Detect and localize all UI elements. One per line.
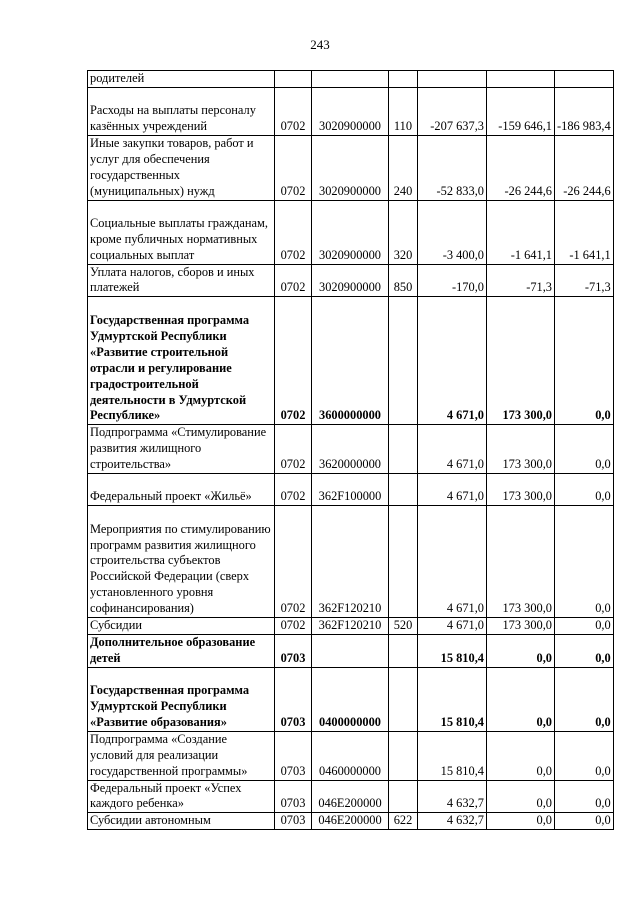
section-code: 0702 (275, 425, 312, 474)
section-code: 0703 (275, 813, 312, 830)
section-code: 0703 (275, 667, 312, 731)
target-article: 0460000000 (312, 731, 389, 780)
expense-type: 850 (389, 264, 418, 297)
table-row (88, 618, 614, 635)
target-article: 362F120210 (312, 618, 389, 635)
amount-year-3: -71,3 (555, 264, 614, 297)
expense-type (389, 425, 418, 474)
expense-type: 320 (389, 200, 418, 264)
section-code: 0702 (275, 474, 312, 506)
amount-year-3: 0,0 (555, 634, 614, 667)
target-article: 3020900000 (312, 264, 389, 297)
table-row (88, 425, 614, 474)
row-name: Субсидии (88, 618, 275, 635)
row-name: Уплата налогов, сборов и иных платежей (88, 264, 275, 297)
section-code: 0702 (275, 87, 312, 135)
table-row (88, 474, 614, 506)
row-name: Подпрограмма «Стимулирование развития жилищного строительства» (88, 425, 275, 474)
row-name: Федеральный проект «Жильё» (88, 474, 275, 506)
budget-table (87, 70, 614, 830)
row-name: Государственная программа Удмуртской Республики «Развитие образования» (88, 667, 275, 731)
row-name: Мероприятия по стимулированию программ развития жилищного строительства субъектов Российской Федерации (сверх установленного уровня софинансирования) (88, 506, 275, 618)
amount-year-2: 173 300,0 (487, 618, 555, 635)
amount-year-1: 15 810,4 (418, 634, 487, 667)
amount-year-2: -71,3 (487, 264, 555, 297)
table-row (88, 264, 614, 297)
amount-year-3: 0,0 (555, 813, 614, 830)
amount-year-3: 0,0 (555, 297, 614, 425)
expense-type: 520 (389, 618, 418, 635)
target-article (312, 634, 389, 667)
expense-type: 622 (389, 813, 418, 830)
expense-type (389, 667, 418, 731)
amount-year-3: 0,0 (555, 506, 614, 618)
expense-type (389, 474, 418, 506)
page-number: 243 (310, 37, 330, 52)
amount-year-3: -1 641,1 (555, 200, 614, 264)
target-article: 3020900000 (312, 87, 389, 135)
section-code: 0702 (275, 264, 312, 297)
row-name: Подпрограмма «Создание условий для реализации государственной программы» (88, 731, 275, 780)
target-article: 3020900000 (312, 200, 389, 264)
section-code: 0702 (275, 506, 312, 618)
amount-year-2: -1 641,1 (487, 200, 555, 264)
table-row (88, 731, 614, 780)
amount-year-1: 4 671,0 (418, 297, 487, 425)
section-code: 0702 (275, 297, 312, 425)
row-name: Субсидии автономным (88, 813, 275, 830)
table-row (88, 200, 614, 264)
table-row (88, 634, 614, 667)
row-name: родителей (88, 71, 275, 88)
target-article: 3600000000 (312, 297, 389, 425)
amount-year-2: 173 300,0 (487, 506, 555, 618)
section-code: 0703 (275, 780, 312, 813)
section-code: 0702 (275, 135, 312, 200)
row-name: Федеральный проект «Успех каждого ребенка» (88, 780, 275, 813)
expense-type (389, 780, 418, 813)
amount-year-1 (418, 71, 487, 88)
amount-year-1: 15 810,4 (418, 731, 487, 780)
amount-year-1: 4 632,7 (418, 813, 487, 830)
target-article: 362F120210 (312, 506, 389, 618)
target-article: 3620000000 (312, 425, 389, 474)
table-row (88, 135, 614, 200)
expense-type (389, 297, 418, 425)
section-code (275, 71, 312, 88)
target-article: 046E200000 (312, 813, 389, 830)
amount-year-3: 0,0 (555, 618, 614, 635)
amount-year-2: 173 300,0 (487, 297, 555, 425)
amount-year-2: 173 300,0 (487, 425, 555, 474)
amount-year-1: 4 671,0 (418, 474, 487, 506)
amount-year-1: -52 833,0 (418, 135, 487, 200)
section-code: 0702 (275, 200, 312, 264)
row-name: Дополнительное образование детей (88, 634, 275, 667)
amount-year-2: 173 300,0 (487, 474, 555, 506)
section-code: 0703 (275, 634, 312, 667)
row-name: Социальные выплаты гражданам, кроме публичных нормативных социальных выплат (88, 200, 275, 264)
table-row (88, 506, 614, 618)
amount-year-1: 15 810,4 (418, 667, 487, 731)
expense-type (389, 634, 418, 667)
target-article: 3020900000 (312, 135, 389, 200)
amount-year-3 (555, 71, 614, 88)
amount-year-2: 0,0 (487, 667, 555, 731)
expense-type: 110 (389, 87, 418, 135)
amount-year-1: 4 671,0 (418, 425, 487, 474)
target-article: 046E200000 (312, 780, 389, 813)
amount-year-1: 4 632,7 (418, 780, 487, 813)
amount-year-3: 0,0 (555, 780, 614, 813)
amount-year-2: 0,0 (487, 634, 555, 667)
row-name: Расходы на выплаты персоналу казённых учреждений (88, 87, 275, 135)
section-code: 0703 (275, 731, 312, 780)
amount-year-3: -26 244,6 (555, 135, 614, 200)
table-row (88, 87, 614, 135)
target-article (312, 71, 389, 88)
amount-year-1: -3 400,0 (418, 200, 487, 264)
target-article: 362F100000 (312, 474, 389, 506)
amount-year-1: 4 671,0 (418, 506, 487, 618)
amount-year-1: 4 671,0 (418, 618, 487, 635)
amount-year-2: 0,0 (487, 780, 555, 813)
row-name: Иные закупки товаров, работ и услуг для обеспечения государственных (муниципальных) нужд (88, 135, 275, 200)
amount-year-3: -186 983,4 (555, 87, 614, 135)
amount-year-1: -207 637,3 (418, 87, 487, 135)
table-row (88, 780, 614, 813)
table-row (88, 297, 614, 425)
expense-type (389, 731, 418, 780)
amount-year-3: 0,0 (555, 474, 614, 506)
table-row (88, 813, 614, 830)
expense-type: 240 (389, 135, 418, 200)
table-row (88, 71, 614, 88)
section-code: 0702 (275, 618, 312, 635)
expense-type (389, 506, 418, 618)
amount-year-2: -159 646,1 (487, 87, 555, 135)
table-row (88, 667, 614, 731)
target-article: 0400000000 (312, 667, 389, 731)
amount-year-3: 0,0 (555, 731, 614, 780)
amount-year-2 (487, 71, 555, 88)
expense-type (389, 71, 418, 88)
amount-year-2: 0,0 (487, 731, 555, 780)
amount-year-2: -26 244,6 (487, 135, 555, 200)
amount-year-2: 0,0 (487, 813, 555, 830)
amount-year-3: 0,0 (555, 667, 614, 731)
amount-year-1: -170,0 (418, 264, 487, 297)
amount-year-3: 0,0 (555, 425, 614, 474)
row-name: Государственная программа Удмуртской Республики «Развитие строительной отрасли и регулирование градостроительной деятельности в Удмуртской Республике» (88, 297, 275, 425)
